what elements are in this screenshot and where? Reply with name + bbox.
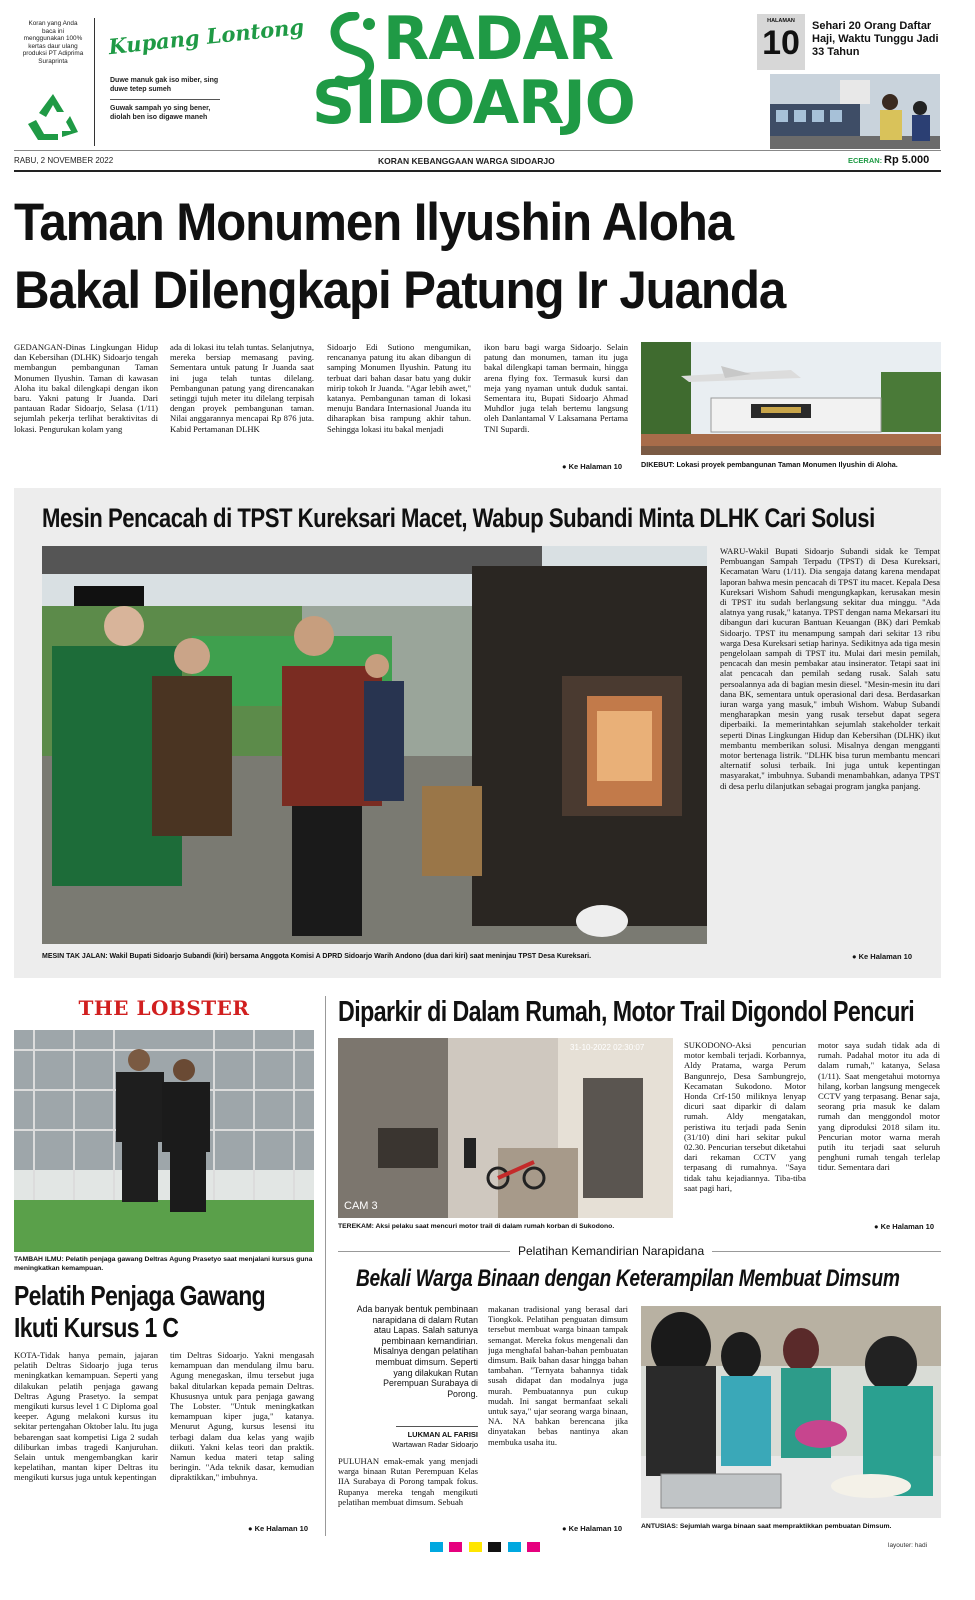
tpst-photo (42, 546, 707, 944)
motor-jump-label: Ke Halaman 10 (880, 1222, 934, 1231)
dimsum-headline[interactable]: Bekali Warga Binaan dengan Keterampilan Membuat Dimsum (356, 1265, 900, 1292)
lead-jump-label: Ke Halaman 10 (568, 462, 622, 471)
motor-col-1: SUKODONO-Aksi pencurian motor kembali terjadi. Korbannya, Aldy Pratama, warga Perum Bangunrejo, Desa Sambungrejo, Kecamatan Sukodono. Motor Honda Crf-150 miliknya lenyap dicuri saat diparkir di dalam rumah. Aldy mengatakan, peristiwa itu terjadi pada Senin (31/10) dini hari sekitar pukul 02.30. Pencurian tersebut diketahui dari rekaman CCTV yang terpasang di rumahnya. "Saya tidak tahu kejadiannya. Tiba-tiba saat pagi hari, (684, 1040, 806, 1193)
lobster-kicker: THE LOBSTER (78, 996, 250, 1020)
lead-jump[interactable]: ● Ke Halaman 10 (562, 462, 622, 471)
dimsum-byline-rule (396, 1426, 478, 1427)
page-box (757, 14, 805, 70)
kupang-rule (110, 99, 220, 100)
tagline: KORAN KEBANGGAAN WARGA SIDOARJO (378, 156, 555, 166)
dimsum-kicker: Pelatihan Kemandirian Narapidana (510, 1244, 712, 1258)
dimsum-photo (641, 1306, 941, 1518)
dimsum-byline-name: LUKMAN AL FARISI (407, 1430, 478, 1439)
motor-caption: TEREKAM: Aksi pelaku saat mencuri motor trail di dalam rumah korban di Sukodono. (338, 1223, 615, 1230)
logo-bottom: SIDOARJO (312, 68, 635, 138)
motor-col-2: motor saya sudah tidak ada di rumah. Padahal motor itu ada di dalam rumah," katanya, Selasa (1/11). Saat mengetahui motornya hilang, korban langsung mengecek CCTV yang terpasang. Benar saja, seorang pria masuk ke dalam rumah dan menggondol motor yang diproduksi 2018 silam itu. Pencurian motor warna merah putih itu terjadi saat seluruh penghuni rumah tengah terlelap tidur. Sementara dari (818, 1040, 940, 1173)
lobster-jump-label: Ke Halaman 10 (254, 1524, 308, 1533)
lobster-headline-line1[interactable]: Pelatih Penjaga Gawang (14, 1280, 265, 1311)
lobster-jump[interactable]: ● Ke Halaman 10 (248, 1524, 308, 1533)
swatch-black (488, 1542, 501, 1552)
lobster-col-1: KOTA-Tidak hanya pemain, jajaran pelatih Deltras Sidoarjo juga terus meningkatkan kemampuan. Seperti yang dilakukan pelatih penjaga gawang Deltras Agung Prasetyo. Ia sempat mengikuti kursus level 1 C Diploma goal keeper. Agung melakoni kursus itu sekitar pertengahan Oktober lalu. Itu juga bebarengan saat kompetisi Liga 2 sudah diliburkan imbas tragedi Kanjuruhan. Selain untuk mengembangkan karir kepelatihan, mantan kiper Deltras itu mengikuti kursus juga untuk kepentingan (14, 1350, 158, 1483)
eco-note: Koran yang Anda baca ini menggunakan 100% kertas daur ulang produksi PT Adiprima Suraprinta (22, 20, 84, 65)
lobster-photo (14, 1030, 314, 1252)
kupang-line2: Guwak sampah yo sing bener, diolah ben iso digawe maneh (110, 105, 211, 121)
tpst-jump[interactable]: ● Ke Halaman 10 (852, 952, 912, 961)
tpst-text: WARU-Wakil Bupati Sidoarjo Subandi sidak ke Tempat Pembuangan Sampah Terpadu (TPST) di Desa Kureksari, Kecamatan Waru (1/11). Dia sengaja datang karena mendapat laporan bahwa mesin pencacah di TPST itu macet. Kepala Desa Kureksari Wishom Sahudi mengungkapkan, kerusakan mesin di TPST itu sudah berlangsung sekitar dua minggu. "Ada alatnya yang rusak," katanya. TPST dengan nama Mekarsari itu dibangun dari kucuran Bantuan Keuangan (BK) dari Pemkab Sidoarjo. TPST itu menampung sampah dari sekitar 13 ribu warga Desa Kureksari setiap harinya. Sedikitnya ada tiga mesin pengelolaan sampah di TPST itu. Mulai dari mesin pemilah, pencacah dan mesin pembakar atau insinerator. Tetapi saat ini alat pencacah dan pemilah sedang rusak. Salah satu persoalannya ada di bagian mesin diesel. "Mesin-mesin itu dari dana BK, sementara untuk operasional dari desa. Berdasarkan iuran warga yang masuk," imbuh Wishom. Wabup Subandi mengharapkan mesin yang rusak tersebut dapat segera diperbaiki. Ia memerintahkan sejumlah stakeholder terkait seperti Dinas Lingkungan Hidup dan Kebersihan (DLHK) ikut membantu memberikan solusi. Misalnya dengan mengganti motor bertenaga listrik. "DLHK bisa turun membantu mencari alternatif solusi terbaik. Ini juga untuk kepentingan masyarakat," imbuhnya. Subandi menambahkan, adanya TPST di desa perlu dilanjutkan sebagai program jangka panjang. (720, 546, 940, 791)
logo-top: RADAR (383, 4, 614, 74)
dimsum-intro: Ada banyak bentuk pembinaan narapidana di dalam Rutan atau Lapas. Salah satunya pembinaan kemandirian. Misalnya dengan pelatihan membuat dimsum. Seperti yang dilakukan Rutan Perempuan Surabaya di Porong. (356, 1304, 478, 1399)
lead-headline-line1[interactable]: Taman Monumen Ilyushin Aloha (14, 193, 734, 252)
lead-col-4: ikon baru bagi warga Sidoarjo. Selain patung dan monumen, taman itu juga bakal dilengkapi taman bermain, hingga arena flying fox. Termasuk kursi dan meja yang nyaman untuk duduk santai. Sementara itu, Bupati Sidoarjo Ahmad Muhdlor juga telah bertemu langsung oleh Danlantamal V Laksamana Pertama TNI Supardi. (484, 342, 628, 434)
motor-cctv-photo (338, 1038, 673, 1218)
lobster-headline-line2[interactable]: Ikuti Kursus 1 C (14, 1312, 179, 1343)
lobster-caption: TAMBAH ILMU: Pelatih penjaga gawang Deltras Agung Prasetyo saat menjalani kursus guna meningkatkan kemampuan. (14, 1256, 313, 1272)
masthead-rule (14, 150, 941, 151)
kupang-line1: Duwe manuk gak iso miber, sing duwe tetep sumeh (110, 77, 219, 93)
dimsum-col-2: makanan tradisional yang berasal dari Tiongkok. Pelatihan penguatan dimsum tersebut membuat warga binaan tampak semangat. Mereka fokus mengenali dan juga menghafal bahan-bahan pembuatan dimsum. Baik bahan dasar hingga bahan tambahan. "Ternyata bahannya tidak susah didapat dan modalnya juga murah. Pembuatannya pun cukup mudah. Ini sangat bermanfaat sekali untuk saya," ujar seorang warga binaan, NA. NA bahkan berencana jika dinyatakan bebas nantinya akan membuka usaha itu. (488, 1304, 628, 1447)
swatch-yellow (469, 1542, 482, 1552)
cctv-time: 31-10-2022 02:30:07 (570, 1043, 645, 1052)
dimsum-byline-role: Wartawan Radar Sidoarjo (392, 1440, 478, 1449)
page-number: 10 (762, 24, 800, 62)
lead-col-1: GEDANGAN-Dinas Lingkungan Hidup dan Kebersihan (DLHK) Sidoarjo tengah membangun pembangunan Taman Monumen Ilyushin. Taman di kawasan Aloha itu bakal dilengkapi dengan ikon baru. Yakni patung Ir Juanda. Dari pantauan Radar Sidoarjo, Selasa (1/11) sejumlah pekerja terlihat beraktivitas di lokasi. Pengurukan kolam yang (14, 342, 158, 434)
lead-headline-line2[interactable]: Bakal Dilengkapi Patung Ir Juanda (14, 261, 786, 320)
tpst-jump-label: Ke Halaman 10 (858, 952, 912, 961)
masthead-divider (94, 18, 95, 146)
cctv-label: CAM 3 (344, 1200, 378, 1212)
teaser-headline[interactable]: Sehari 20 Orang Daftar Haji, Waktu Tunggu Jadi 33 Tahun (812, 20, 939, 58)
lead-col-3: Sidoarjo Edi Sutiono mengumikan, rencananya patung itu akan dibangun di samping Monumen Ilyushin. Patung itu terbuat dari bahan dasar batu yang dukir mirip tokoh Ir Juanda. "Agar lebih awet," katanya. Pembangunan taman di lokasi menuju Bandara Internasional Juanda itu diharapkan bisa rampung akhir tahun. Sehingga lokasi itu bakal menjadi (327, 342, 471, 434)
tpst-headline[interactable]: Mesin Pencacah di TPST Kureksari Macet, Wabup Subandi Minta DLHK Cari Solusi (42, 503, 875, 533)
masthead (0, 0, 975, 175)
dimsum-jump[interactable]: ● Ke Halaman 10 (562, 1524, 622, 1533)
price-label: ECERAN: (848, 156, 883, 165)
color-registration-bar (430, 1542, 540, 1552)
motor-jump[interactable]: ● Ke Halaman 10 (874, 1222, 934, 1231)
swatch-magenta (449, 1542, 462, 1552)
masthead-bottom-rule (14, 170, 941, 172)
dimsum-jump-label: Ke Halaman 10 (568, 1524, 622, 1533)
recycle-icon (24, 90, 82, 142)
kupang-title: Kupang Lontong (107, 13, 306, 60)
column-divider (325, 996, 326, 1536)
dimsum-col-1: PULUHAN emak-emak yang menjadi warga binaan Rutan Perempuan Kelas IIA Surabaya di Porong tampak fokus. Rupanya mereka tengah mengikuti pelatihan membuat dimsum. Sebuah (338, 1456, 478, 1507)
swatch-cyan (430, 1542, 443, 1552)
page-label: HALAMAN (767, 18, 795, 24)
tpst-caption: MESIN TAK JALAN: Wakil Bupati Sidoarjo Subandi (kiri) bersama Anggota Komisi A DPRD Sidoarjo Warih Andono (dua dari kiri) saat meninjau TPST Desa Kureksari. (42, 953, 592, 960)
lead-photo (641, 342, 941, 455)
lead-caption: DIKEBUT: Lokasi proyek pembangunan Taman Monumen Ilyushin di Aloha. (641, 460, 898, 469)
motor-headline[interactable]: Diparkir di Dalam Rumah, Motor Trail Digondol Pencuri (338, 996, 915, 1028)
issue-date: RABU, 2 NOVEMBER 2022 (14, 156, 114, 165)
teaser-photo (770, 74, 940, 149)
dimsum-caption: ANTUSIAS: Sejumlah warga binaan saat mempraktikkan pembuatan Dimsum. (641, 1523, 892, 1530)
lobster-col-2: tim Deltras Sidoarjo. Yakni mengasah kemampuan dan mendulang ilmu baru. Agung menegaskan, ilmu tersebut juga bakal ditularkan kepada pemain Deltras. Khususnya untuk para penjaga gawang The Lobster. "Untuk meningkatkan kemampuan kiper juga," katanya. Menurut Agung, kursus lesensi itu terbagi dalam dua kelas yang wajib diikuti. Yakni kelas teori dan praktik. Namun kedua materi tetap saling beringin. "Ada teknik dasar, kemudian dipraktikkan," imbuhnya. (170, 1350, 314, 1483)
layout-credit: layouter: hadi (888, 1542, 928, 1549)
swatch-cyan-2 (508, 1542, 521, 1552)
price: Rp 5.000 (884, 154, 930, 166)
lead-col-2: ada di lokasi itu telah tuntas. Selanjutnya, mereka bersiap memasang paving. Sementara untuk patung Ir Juanda saat ini juga telah tuntas dilelang. Pembangunan patung yang direncanakan setinggi tujuh meter itu dilelang terpisah dengan proyek pembangunan taman. Nilai anggarannya mencapai Rp 876 juta. Kabid Pertamanan DLHK (170, 342, 314, 434)
swatch-magenta-2 (527, 1542, 540, 1552)
